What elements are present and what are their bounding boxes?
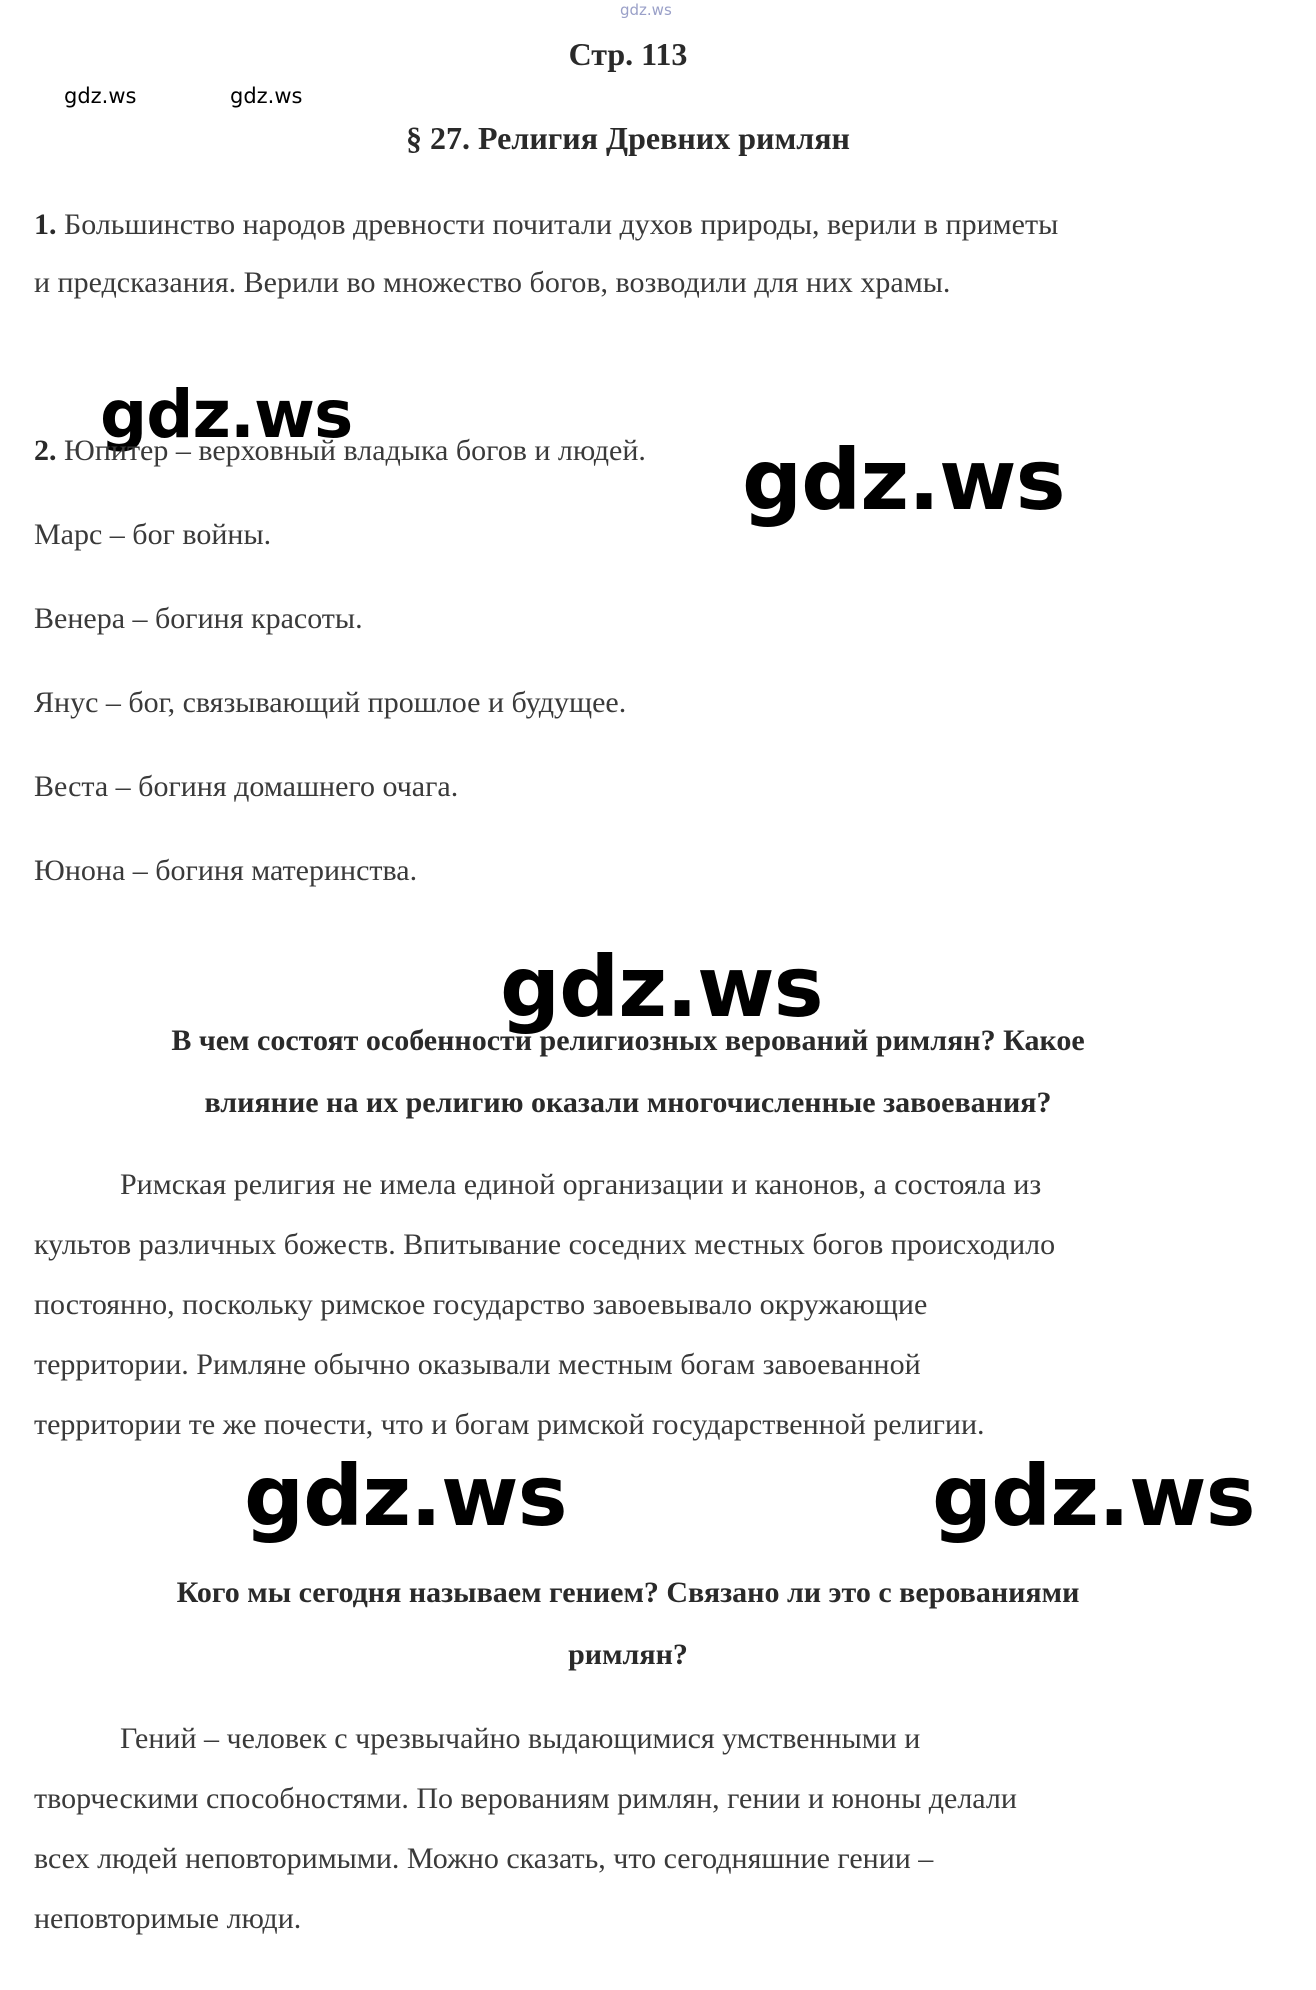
- god-item: Янус – бог, связывающий прошлое и будущее.: [34, 686, 627, 719]
- watermark-mark-3: gdz.ws: [500, 938, 823, 1036]
- answer-1-line-1: [34, 208, 1058, 242]
- god-item: Юнона – богиня материнства.: [34, 854, 418, 887]
- god-item: Веста – богиня домашнего очага.: [34, 770, 459, 803]
- answer-1-number: 1.: [34, 208, 57, 241]
- answer-2-line-1: [34, 434, 646, 468]
- question-1-answer-line: постоянно, поскольку римское государство завоевывало окружающие: [34, 1288, 928, 1321]
- watermark-left-1: gdz.ws: [64, 84, 137, 108]
- question-1-line-1: В чем состоят особенности религиозных верований римлян? Какое: [171, 1024, 1085, 1057]
- watermark-mark-5: gdz.ws: [932, 1447, 1255, 1545]
- watermark-mark-1: gdz.ws: [100, 376, 353, 453]
- answer-2-number: 2.: [34, 434, 57, 467]
- question-2-line-2: римлян?: [568, 1638, 688, 1671]
- question-1-answer-line: территории те же почести, что и богам римской государственной религии.: [34, 1408, 985, 1441]
- watermark-top: gdz.ws: [620, 1, 672, 19]
- watermark-left-2: gdz.ws: [230, 84, 303, 108]
- question-1-answer-line: Римская религия не имела единой организации и канонов, а состояла из: [120, 1168, 1042, 1201]
- section-title: § 27. Религия Древних римлян: [406, 120, 850, 156]
- question-1-answer-line: территории. Римляне обычно оказывали местным богам завоеванной: [34, 1348, 921, 1381]
- question-2-answer-line: Гений – человек с чрезвычайно выдающимися умственными и: [120, 1722, 921, 1755]
- god-item: Марс – бог войны.: [34, 518, 272, 551]
- page-number: Стр. 113: [568, 36, 688, 72]
- answer-2-text: Юпитер – верховный владыка богов и людей.: [56, 434, 646, 467]
- question-1-answer-line: культов различных божеств. Впитывание соседних местных богов происходило: [34, 1228, 1056, 1261]
- question-2-line-1: Кого мы сегодня называем гением? Связано ли это с верованиями: [176, 1576, 1080, 1609]
- god-item: Венера – богиня красоты.: [34, 602, 363, 635]
- question-2-answer-line: творческими способностями. По верованиям римлян, гении и юноны делали: [34, 1782, 1017, 1815]
- watermark-mark-4: gdz.ws: [244, 1447, 567, 1545]
- question-2-answer-line: всех людей неповторимыми. Можно сказать, что сегодняшние гении –: [34, 1842, 934, 1875]
- answer-1-text: Большинство народов древности почитали духов природы, верили в приметы: [56, 208, 1059, 241]
- question-1-line-2: влияние на их религию оказали многочисленные завоевания?: [204, 1086, 1052, 1119]
- watermark-mark-2: gdz.ws: [742, 431, 1065, 529]
- question-2-answer-line: неповторимые люди.: [34, 1902, 302, 1935]
- answer-1-line-2: и предсказания. Верили во множество богов, возводили для них храмы.: [34, 266, 951, 299]
